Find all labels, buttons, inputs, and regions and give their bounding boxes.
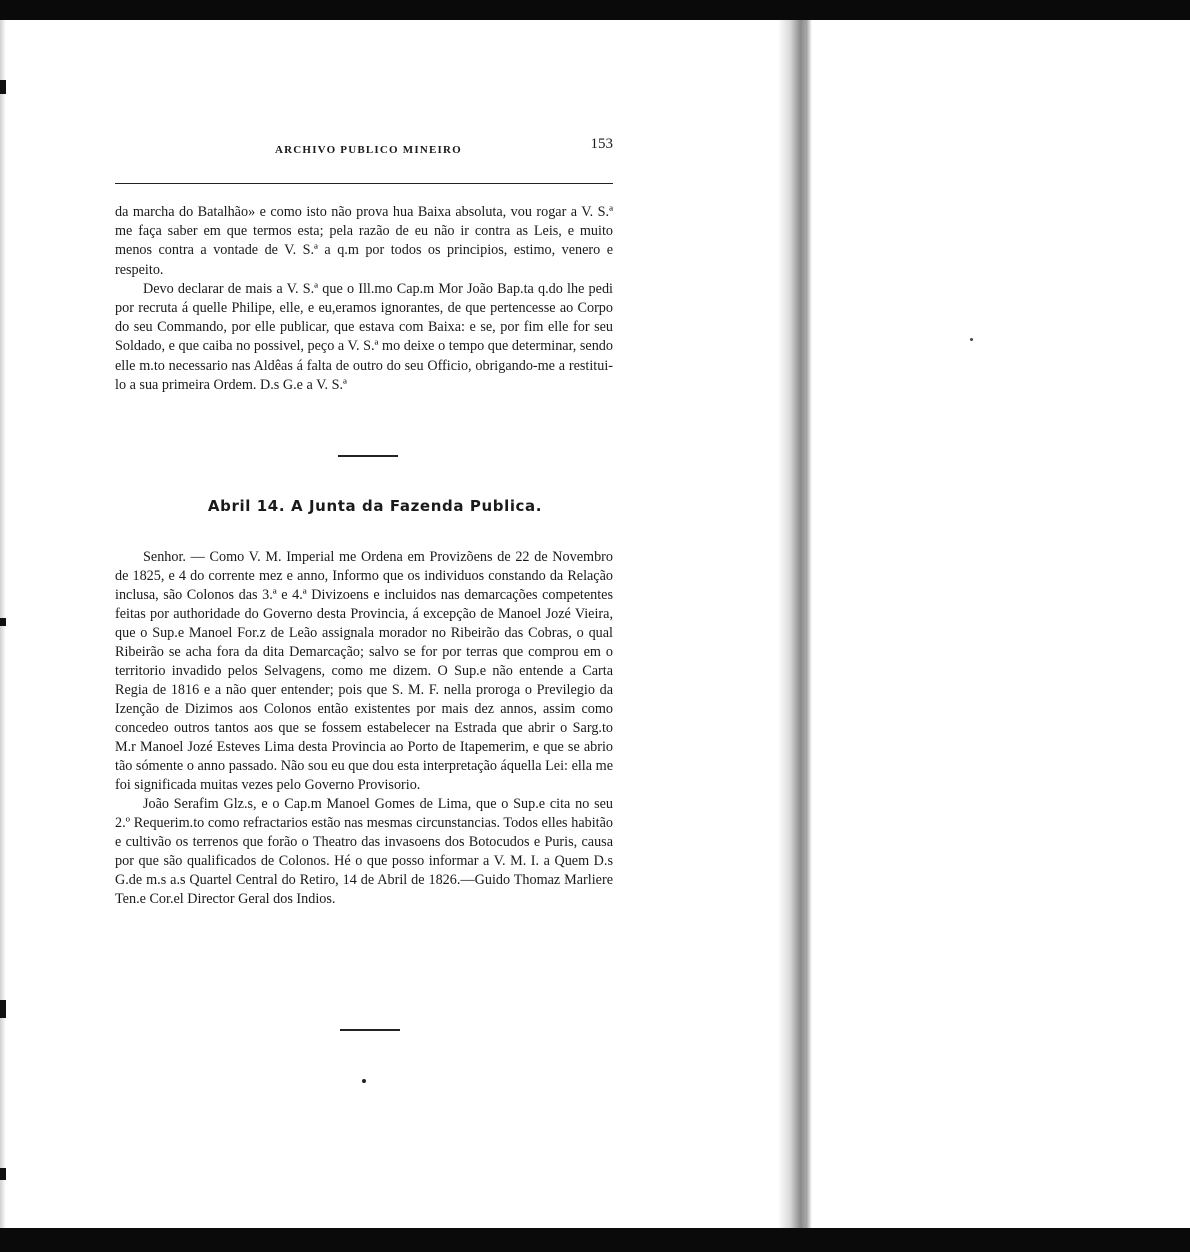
section-title: Abril 14. A Junta da Fazenda Publica. <box>207 497 543 515</box>
section-separator <box>340 1029 400 1031</box>
paragraph: Devo declarar de mais a V. S.ª que o Ill.mo Cap.m Mor João Bap.ta q.do lhe pedi por recruta á quelle Philipe, elle, e eu,eramos ignorantes, de que pertencesse ao Corpo do seu Commando, por elle publicar, que estava com Baixa: e se, por fim elle for seu Soldado, e que caiba no possivel, peço a V. S.ª mo deixe o tempo que determinar, sendo elle m.to necessario nas Aldêas á falta de outro do seu Officio, obrigando-me a restitui-lo a sua primeira Ordem. D.s G.e a V. S.ª <box>115 280 613 393</box>
scan-top-border <box>0 0 1190 20</box>
scan-bottom-border <box>0 1228 1190 1252</box>
letter-body <box>115 548 613 909</box>
paragraph: João Serafim Glz.s, e o Cap.m Manoel Gomes de Lima, que o Sup.e cita no seu 2.º Requerim.to como refractarios estão nas mesmas circunstancias. Todos elles habitão e cultivão os terrenos que forão o Theatro das invasoens dos Botocudos e Puris, causa por que são qualificados de Colonos. Hé o que posso informar a V. M. I. a Quem D.s G.de m.s a.s Quartel Central do Retiro, 14 de Abril de 1826.—Guido Thomaz Marliere Ten.e Cor.el Director Geral dos Indios. <box>115 796 613 907</box>
running-head: ARCHIVO PUBLICO MINEIRO <box>275 144 462 156</box>
paragraph: Senhor. — Como V. M. Imperial me Ordena em Provizõens de 22 de Novembro de 1825, e 4 do corrente mez e anno, Informo que os individuos constando da Relação inclusa, são Colonos das 3.ª e 4.ª Divizoens e incluidos nas demarcações competentes feitas por authoridade do Governo desta Provincia, á excepção de Manoel Jozé Vieira, que o Sup.e Manoel For.z de Leão assignala morador no Ribeirão das Cobras, o qual Ribeirão se acha fora da dita Demarcação; salvo se for por terras que comprou em o territorio invadido pelos Selvagens, como me dizem. O Sup.e não entende a Carta Regia de 1816 e a não quer entender; pois que S. M. F. nella proroga o Previlegio da Izenção de Dizimos aos Colonos então existentes por mais dez annos, assim como concedeo outros tantos aos que se fossem estabelecer na Estrada que abrir o Sarg.to M.r Manoel Jozé Esteves Lima desta Provincia ao Porto de Itapemerim, e que se abrio tão sómente o anno passado. Não sou eu que dou esta interpretação áquella Lei: ella me foi significada muitas vezes pelo Governo Provisorio. <box>115 549 613 793</box>
page-dot <box>362 1079 366 1083</box>
header-rule <box>115 183 613 184</box>
right-page-blank <box>812 20 1190 1228</box>
section-separator <box>338 455 398 457</box>
paragraph: da marcha do Batalhão» e como isto não prova hua Baixa absoluta, vou rogar a V. S.ª me faça saber em que termos esta; pela razão de eu não ir contra as Leis, e muito menos contra a vontade de V. S.ª a q.m por todos os principios, estimo, venero e respeito. <box>115 204 613 278</box>
page-number: 153 <box>590 136 613 152</box>
book-gutter <box>778 20 808 1228</box>
paper-speck <box>970 338 973 341</box>
letter-continuation <box>115 203 613 395</box>
page-header <box>115 134 613 158</box>
